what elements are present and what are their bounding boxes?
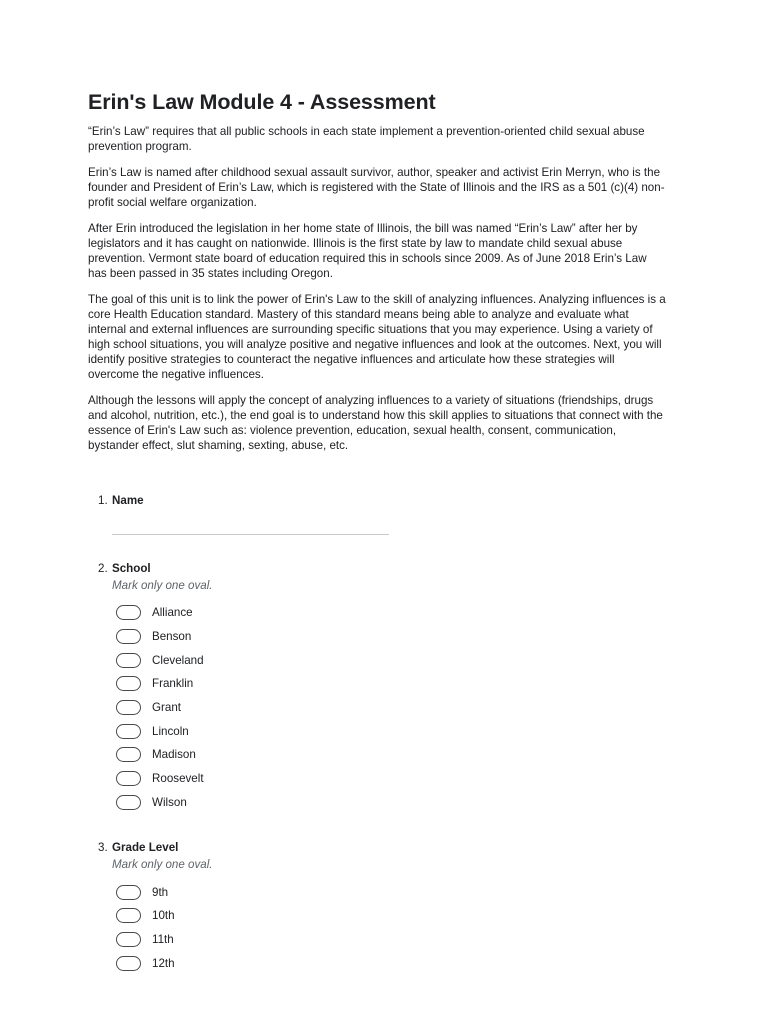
radio-oval[interactable] — [116, 956, 141, 971]
questions-list — [88, 493, 668, 975]
intro-paragraph: Erin’s Law is named after childhood sexual assault survivor, author, speaker and activist Erin Merryn, who is the founder and President of Erin’s Law, which is registered with the State of Illinois and the IRS as a 501 (c)(4) non-profit social welfare organization. — [88, 166, 665, 209]
question-number: 3. — [98, 841, 108, 855]
grade-options — [116, 880, 668, 975]
option-label: 9th — [152, 885, 169, 899]
radio-oval[interactable] — [116, 885, 141, 900]
school-option[interactable] — [116, 791, 668, 815]
form-title: Erin's Law Module 4 - Assessment — [88, 90, 436, 114]
option-label: 12th — [152, 956, 175, 970]
question-number: 1. — [98, 494, 108, 507]
school-option[interactable] — [116, 719, 668, 743]
option-label: Lincoln — [152, 724, 189, 738]
grade-option[interactable] — [116, 904, 668, 928]
form-page — [88, 90, 668, 975]
radio-oval[interactable] — [116, 932, 141, 947]
grade-option[interactable] — [116, 880, 668, 904]
radio-oval[interactable] — [116, 747, 141, 762]
intro-paragraph: After Erin introduced the legislation in her home state of Illinois, the bill was named “Erin’s Law” after her by legislators and it has caught on nationwide. Illinois is the first state by law to mandate child sexual abuse prevention. Vermont state board of education required this in schools since 2009. As of June 2018 Erin’s Law has been passed in 35 states including Oregon. — [88, 222, 647, 280]
option-label: Cleveland — [152, 653, 204, 667]
question-name — [88, 493, 668, 535]
question-school — [88, 561, 668, 814]
question-grade-level — [88, 840, 668, 975]
option-label: Grant — [152, 701, 181, 715]
question-label: Name — [112, 494, 144, 507]
school-option[interactable] — [116, 696, 668, 720]
question-hint: Mark only one oval. — [112, 858, 213, 872]
radio-oval[interactable] — [116, 700, 141, 715]
school-option[interactable] — [116, 767, 668, 791]
intro-paragraph: “Erin’s Law” requires that all public schools in each state implement a prevention-oriented child sexual abuse prevention program. — [88, 125, 645, 153]
radio-oval[interactable] — [116, 676, 141, 691]
school-option[interactable] — [116, 743, 668, 767]
option-label: Madison — [152, 748, 196, 762]
option-label: Roosevelt — [152, 772, 204, 786]
school-option[interactable] — [116, 625, 668, 649]
option-label: Wilson — [152, 795, 187, 809]
option-label: 10th — [152, 909, 175, 923]
option-label: Alliance — [152, 606, 193, 620]
grade-option[interactable] — [116, 951, 668, 975]
radio-oval[interactable] — [116, 795, 141, 810]
question-number: 2. — [98, 562, 108, 575]
radio-oval[interactable] — [116, 771, 141, 786]
radio-oval[interactable] — [116, 724, 141, 739]
school-option[interactable] — [116, 672, 668, 696]
intro-paragraph: Although the lessons will apply the concept of analyzing influences to a variety of situations (friendships, drugs and alcohol, nutrition, etc.), the end goal is to understand how this skill applies to situations that connect with the essence of Erin's Law such as: violence prevention, education, sexual health, consent, communication, bystander effect, slut shaming, sexting, abuse, etc. — [88, 394, 663, 452]
radio-oval[interactable] — [116, 653, 141, 668]
question-label: School — [112, 562, 151, 575]
school-option[interactable] — [116, 601, 668, 625]
school-options — [116, 601, 668, 814]
school-option[interactable] — [116, 648, 668, 672]
name-answer-field[interactable] — [112, 534, 389, 535]
question-header — [88, 561, 668, 576]
question-header — [88, 493, 668, 508]
radio-oval[interactable] — [116, 605, 141, 620]
question-hint: Mark only one oval. — [112, 579, 213, 592]
option-label: Benson — [152, 630, 192, 644]
question-label: Grade Level — [112, 841, 179, 855]
grade-option[interactable] — [116, 928, 668, 952]
radio-oval[interactable] — [116, 908, 141, 923]
option-label: Franklin — [152, 677, 194, 691]
radio-oval[interactable] — [116, 629, 141, 644]
question-header — [88, 840, 668, 855]
intro-paragraph: The goal of this unit is to link the power of Erin's Law to the skill of analyzing influences. Analyzing influences is a core Health Education standard. Mastery of this standard means being able to analyze and evaluate what internal and external influences are surrounding specific situations that you may experience. Using a variety of high school situations, you will analyze positive and negative influences and look at the outcomes. Next, you will identify positive strategies to counteract the negative influences and articulate how these strategies will overcome the negative influences. — [88, 293, 666, 381]
option-label: 11th — [152, 932, 174, 946]
